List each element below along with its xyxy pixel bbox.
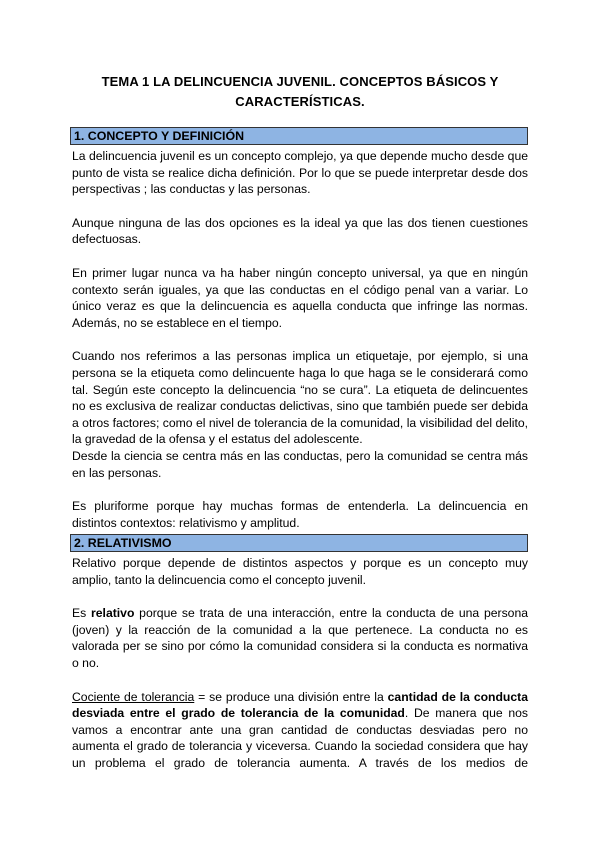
- paragraph: Relativo porque depende de distintos aspectos y porque es un concepto muy amplio, tanto la delincuencia como el concepto juvenil.: [72, 556, 528, 587]
- text-run: porque se trata de una interacción, entre la conducta de una persona (joven) y la reacción de la comunidad a la que pertenece. La conducta no es valorada per se sino por cómo la comunidad considera si la conducta es normativa o no.: [72, 606, 529, 670]
- bold-term-relativo: relativo: [91, 606, 135, 621]
- section-2-body: [72, 555, 528, 772]
- paragraph: Cuando nos referimos a las personas implica un etiquetaje, por ejemplo, si una persona se la etiqueta como delincuente haga lo que haga se le considerará como tal. Según este concepto la delincuencia “no se cura”. La etiqueta de delincuentes no es exclusiva de realizar conductas delictivas, sino que también puede ser debida a otros factores; como el nivel de tolerancia de la comunidad, la visibilidad del delito, la gravedad de la ofensa y el estatus del adolescente.: [72, 349, 528, 447]
- paragraph-relativo: [72, 605, 528, 671]
- title-line-2: CARACTERÍSTICAS.: [235, 94, 365, 109]
- paragraph: Desde la ciencia se centra más en las conductas, pero la comunidad se centra más en las personas.: [72, 448, 528, 480]
- paragraph-cociente: [72, 689, 528, 772]
- section-heading-relativismo: [70, 534, 528, 552]
- paragraph: Aunque ninguna de las dos opciones es la ideal ya que las dos tienen cuestiones defectuosas.: [72, 215, 528, 247]
- text-run: . De manera que nos vamos a encontrar ante una gran cantidad de conductas desviadas pero no aumenta el grado de tolerancia y viceversa. Cuando la sociedad considera que hay un problema el grado de tolerancia aumenta. A través de los medios de: [72, 706, 528, 770]
- text-run: = se produce una división entre la: [194, 689, 388, 704]
- section-heading-text: 1. CONCEPTO Y DEFINICIÓN: [74, 129, 245, 143]
- underlined-term-cociente: Cociente de tolerancia: [72, 689, 195, 704]
- section-1-body: [72, 148, 528, 531]
- bold-definition: cantidad de la conducta desviada entre el grado de tolerancia de la comunidad: [72, 689, 528, 721]
- section-heading-concepto: [70, 127, 528, 145]
- document-title: [72, 72, 528, 112]
- title-line-1: TEMA 1 LA DELINCUENCIA JUVENIL. CONCEPTOS BÁSICOS Y: [101, 74, 499, 89]
- section-heading-text: 2. RELATIVISMO: [74, 536, 172, 550]
- paragraph: En primer lugar nunca va ha haber ningún concepto universal, ya que en ningún contexto serán iguales, ya que las conductas en el código penal van a variar. Lo único veraz es que la delincuencia es aquella conducta que infringe las normas. Además, no se establece en el tiempo.: [72, 265, 528, 330]
- text-run: Es: [72, 606, 92, 621]
- paragraph: Es pluriforme porque hay muchas formas de entenderla. La delincuencia en distintos contextos: relativismo y amplitud.: [72, 499, 528, 530]
- paragraph: La delincuencia juvenil es un concepto complejo, ya que depende mucho desde que punto de vista se realice dicha definición. Por lo que se puede interpretar desde dos perspectivas ; las conductas y las personas.: [72, 149, 528, 197]
